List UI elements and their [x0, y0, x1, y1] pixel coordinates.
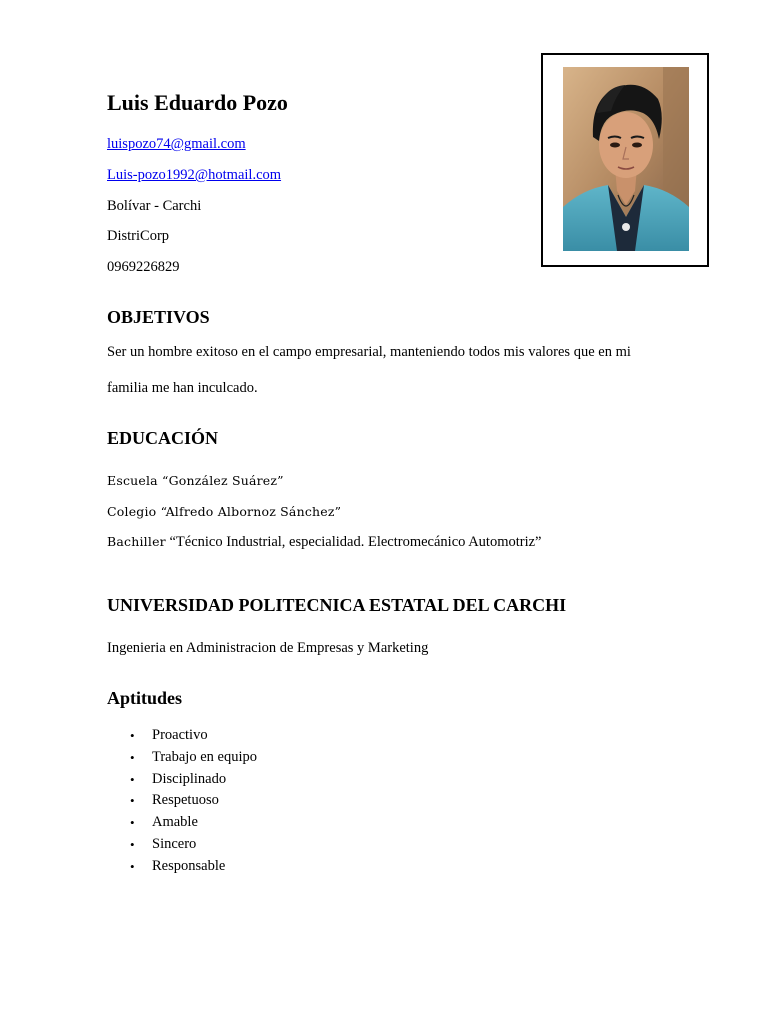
- phone-text: 0969226829: [107, 259, 180, 275]
- bullet-icon: •: [130, 793, 135, 809]
- bullet-icon: •: [130, 815, 135, 831]
- profile-photo: [563, 67, 689, 251]
- bullet-icon: •: [130, 728, 135, 743]
- edu-escuela: [107, 473, 284, 490]
- aptitudes-list: [130, 725, 257, 878]
- person-portrait-icon: [563, 67, 689, 251]
- objetivos-line-2: familia me han inculcado.: [107, 380, 258, 396]
- skill-label: Sincero: [152, 835, 197, 852]
- skill-label: Responsable: [152, 857, 226, 874]
- educacion-heading: EDUCACIÓN: [107, 428, 219, 448]
- list-item: [130, 790, 257, 812]
- skill-label: Disciplinado: [152, 770, 227, 787]
- list-item: [130, 834, 257, 856]
- list-item: [130, 812, 257, 834]
- edu-bachiller-rest: “Técnico Industrial, especialidad. Electromecánico Automotriz”: [165, 534, 542, 550]
- edu-colegio-text: Colegio “Alfredo Albornoz Sánchez”: [107, 504, 342, 519]
- list-item: [130, 856, 257, 878]
- list-item: [130, 769, 257, 791]
- list-item: [130, 747, 257, 769]
- aptitudes-heading: Aptitudes: [107, 688, 183, 708]
- edu-escuela-text: Escuela “González Suárez”: [107, 473, 284, 488]
- universidad-career: Ingenieria en Administracion de Empresas y Marketing: [107, 640, 429, 656]
- universidad-heading: UNIVERSIDAD POLITECNICA ESTATAL DEL CARCHI: [107, 595, 567, 615]
- skill-label: Proactivo: [152, 727, 208, 743]
- objetivos-heading: OBJETIVOS: [107, 307, 210, 327]
- list-item: [130, 725, 257, 747]
- location-text: Bolívar - Carchi: [107, 198, 202, 214]
- edu-bachiller-prefix: Bachiller: [107, 534, 166, 549]
- skill-label: Respetuoso: [152, 792, 219, 809]
- skill-label: Trabajo en equipo: [152, 748, 257, 765]
- bullet-icon: •: [130, 858, 135, 874]
- skill-label: Amable: [152, 814, 198, 831]
- email-link-gmail[interactable]: luispozo74@gmail.com: [107, 136, 246, 152]
- email-link-hotmail[interactable]: Luis-pozo1992@hotmail.com: [107, 167, 282, 183]
- edu-colegio: [107, 504, 341, 521]
- bullet-icon: •: [130, 771, 135, 787]
- bullet-icon: •: [130, 836, 135, 852]
- company-text: DistriCorp: [107, 228, 170, 244]
- photo-frame: [541, 53, 709, 267]
- edu-bachiller: [107, 534, 542, 551]
- objetivos-line-1: Ser un hombre exitoso en el campo empresarial, manteniendo todos mis valores que en mi: [107, 344, 631, 360]
- candidate-name: Luis Eduardo Pozo: [107, 90, 288, 115]
- bullet-icon: •: [130, 749, 135, 765]
